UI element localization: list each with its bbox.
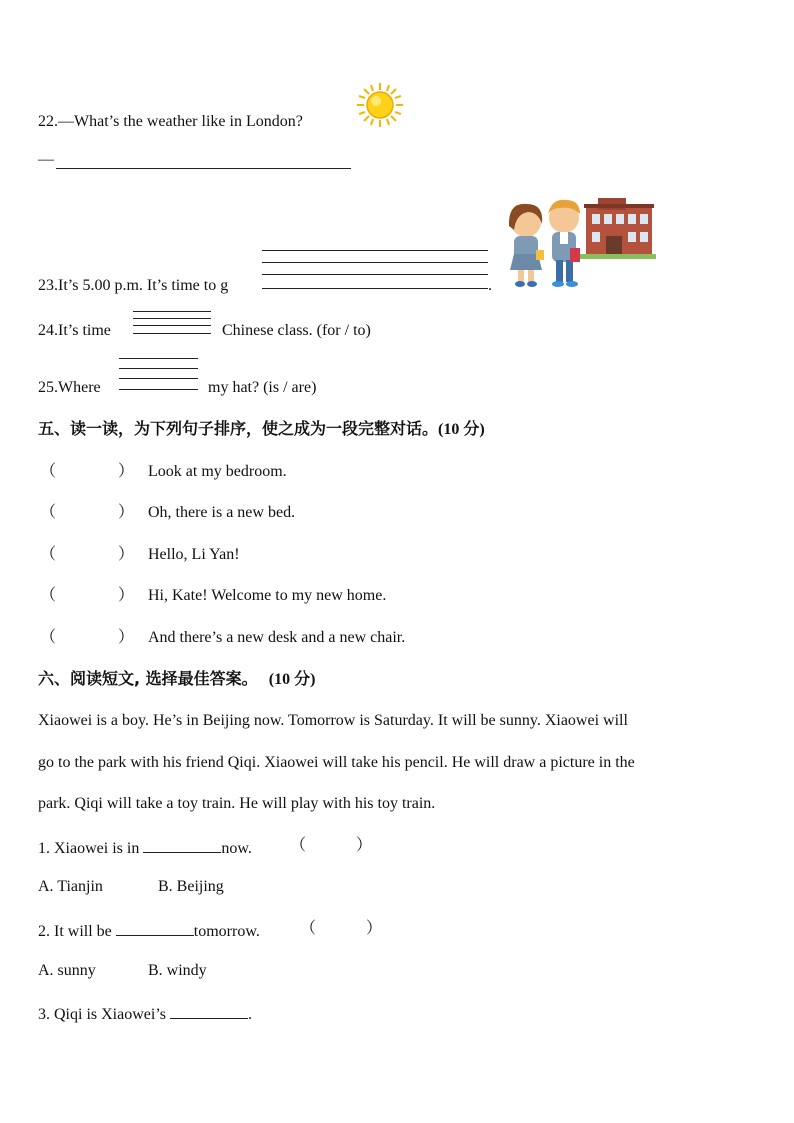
q23-trace-line-3: [262, 274, 488, 275]
order-close-paren: ）: [118, 546, 135, 563]
q25-prefix: 25.Where: [38, 379, 101, 396]
order-close-paren: ）: [118, 463, 135, 480]
q22-question: 22.—What’s the weather like in London?: [38, 113, 303, 130]
q25-trace-line-1: [119, 358, 198, 359]
answer-close-paren: ）: [366, 920, 383, 937]
q23-trace-line-2: [262, 262, 488, 263]
q24-trace-line-3: [133, 325, 211, 326]
q24-suffix: Chinese class. (for / to): [222, 322, 371, 339]
order-open-paren: （: [40, 629, 57, 646]
order-answer-box[interactable]: [60, 462, 122, 482]
section5-points: (10 分): [438, 421, 485, 438]
q23-trace-line-1: [262, 250, 488, 251]
q22-answer-dash: —: [38, 151, 54, 168]
reading-question-1: [38, 838, 252, 857]
order-sentence: Look at my bedroom.: [148, 463, 287, 480]
order-open-paren: （: [40, 587, 57, 604]
reading-question-3: [38, 1004, 252, 1023]
q23-suffix: .: [488, 277, 492, 294]
answer-blank[interactable]: [116, 921, 194, 936]
answer-close-paren: ）: [356, 837, 373, 854]
order-open-paren: （: [40, 504, 57, 521]
order-sentence: And there’s a new desk and a new chair.: [148, 629, 406, 646]
passage-line-3: park. Qiqi will take a toy train. He will play with his toy train.: [38, 795, 436, 812]
answer-open-paren: （: [290, 837, 307, 854]
question-suffix: now.: [221, 840, 252, 857]
order-answer-box[interactable]: [60, 545, 122, 565]
q23-prefix: 23.It’s 5.00 p.m. It’s time to g: [38, 277, 229, 294]
q24-trace-line-2: [133, 318, 211, 319]
option-b: B. windy: [148, 962, 207, 979]
kids-school-illustration: [500, 192, 656, 290]
section6-heading: [38, 671, 315, 688]
order-sentence: Hello, Li Yan!: [148, 546, 240, 563]
q23-answer-line[interactable]: [262, 288, 488, 289]
order-open-paren: （: [40, 546, 57, 563]
question-suffix: tomorrow.: [193, 923, 260, 940]
order-sentence: Oh, there is a new bed.: [148, 504, 296, 521]
question-prefix: 3. Qiqi is Xiaowei’s: [38, 1006, 170, 1023]
q25-trace-line-2: [119, 368, 198, 369]
section6-points: (10 分): [268, 671, 316, 688]
section5-title: 五、读一读，为下列句子排序，使之成为一段完整对话。: [38, 419, 439, 438]
q25-answer-line[interactable]: [119, 389, 198, 390]
section6-title: 六、阅读短文, 选择最佳答案。: [38, 669, 258, 688]
answer-paren-box[interactable]: [308, 836, 358, 856]
reading-question-2: [38, 921, 260, 940]
q25-suffix: my hat? (is / are): [208, 379, 317, 396]
order-open-paren: （: [40, 463, 57, 480]
order-close-paren: ）: [118, 629, 135, 646]
question-prefix: 1. Xiaowei is in: [38, 840, 144, 857]
q24-trace-line-1: [133, 311, 211, 312]
q22-answer-line[interactable]: [56, 168, 351, 169]
order-close-paren: ）: [118, 504, 135, 521]
order-answer-box[interactable]: [60, 586, 122, 606]
question-prefix: 2. It will be: [38, 923, 116, 940]
q24-prefix: 24.It’s time: [38, 322, 111, 339]
order-sentence: Hi, Kate! Welcome to my new home.: [148, 587, 387, 604]
answer-open-paren: （: [300, 920, 317, 937]
passage-line-1: Xiaowei is a boy. He’s in Beijing now. Tomorrow is Saturday. It will be sunny. Xiaowei will: [38, 712, 628, 729]
order-answer-box[interactable]: [60, 628, 122, 648]
answer-blank[interactable]: [143, 838, 221, 853]
q24-answer-line[interactable]: [133, 333, 211, 334]
answer-blank[interactable]: [170, 1004, 248, 1019]
order-answer-box[interactable]: [60, 503, 122, 523]
section5-heading: [38, 421, 485, 438]
question-suffix: .: [248, 1006, 252, 1023]
option-b: B. Beijing: [158, 878, 224, 895]
q25-trace-line-3: [119, 378, 198, 379]
passage-line-2: go to the park with his friend Qiqi. Xiaowei will take his pencil. He will draw a picture in the: [38, 754, 635, 771]
option-a: A. sunny: [38, 962, 96, 979]
order-close-paren: ）: [118, 587, 135, 604]
option-a: A. Tianjin: [38, 878, 103, 895]
sun-icon: [356, 82, 404, 128]
answer-paren-box[interactable]: [318, 919, 368, 939]
